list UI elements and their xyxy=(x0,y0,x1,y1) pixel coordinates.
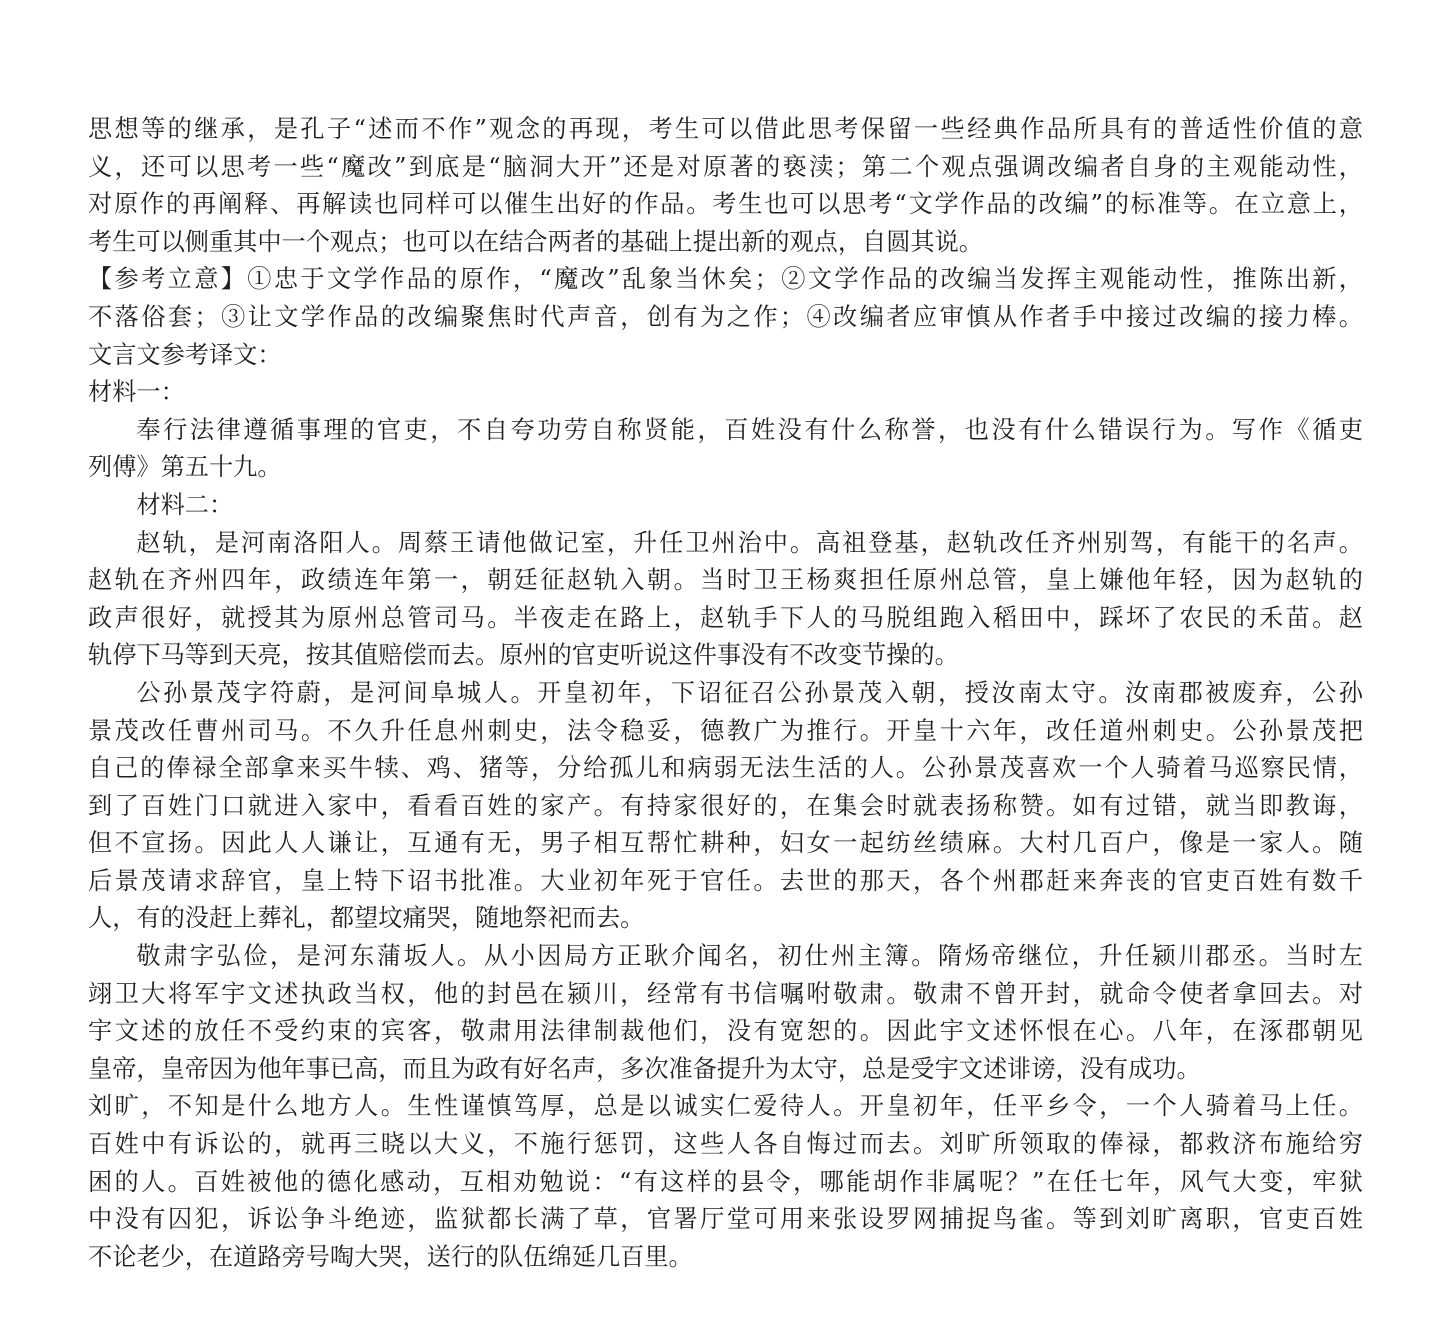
intro-paragraph xyxy=(88,111,1363,261)
text-line: 不论老少，在道路旁号啕大哭，送行的队伍绵延几百里。 xyxy=(88,1242,693,1271)
text-line: 公孙景茂字符蔚，是河间阜城人。开皇初年，下诏征召公孙景茂入朝，授汝南太守。汝南郡被废弃，公孙 xyxy=(136,678,1363,707)
text-line: 到了百姓门口就进入家中，看看百姓的家产。有持家很好的，在集会时就表扬称赞。如有过错，就当即教诲， xyxy=(88,791,1363,820)
text-line: 景茂改任曹州司马。不久升任息州刺史，法令稳妥，德教广为推行。开皇十六年，改任道州刺史。公孙景茂把 xyxy=(88,716,1363,745)
text-line: 赵轨在齐州四年，政绩连年第一，朝廷征赵轨入朝。当时卫王杨爽担任原州总管，皇上嫌他年轻，因为赵轨的 xyxy=(88,566,1363,595)
text-line: 自己的俸禄全部拿来买牛犊、鸡、猪等，分给孤儿和病弱无法生活的人。公孙景茂喜欢一个人骑着马巡察民情， xyxy=(88,754,1363,783)
text-line: 刘旷，不知是什么地方人。生性谨慎笃厚，总是以诚实仁爱待人。开皇初年，任平乡令，一个人骑着马上任。 xyxy=(88,1092,1363,1121)
text-line: 义，还可以思考一些“魔改”到底是“脑洞大开”还是对原著的亵渎；第二个观点强调改编者自身的主观能动性， xyxy=(88,152,1363,181)
reference-paragraph xyxy=(88,261,1363,336)
translation-title: 文言文参考译文： xyxy=(88,340,282,369)
text-line: 奉行法律遵循事理的官吏，不自夸功劳自称贤能，百姓没有什么称誉，也没有什么错误行为。写作《循吏 xyxy=(136,415,1363,444)
text-line: 翊卫大将军宇文述执政当权，他的封邑在颍川，经常有书信嘱咐敬肃。敬肃不曾开封，就命令使者拿回去。对 xyxy=(88,979,1363,1008)
text-line: 后景茂请求辞官，皇上特下诏书批准。大业初年死于官任。去世的那天，各个州郡赶来奔丧的官吏百姓有数千 xyxy=(88,866,1363,895)
text-line: 赵轨，是河南洛阳人。周蔡王请他做记室，升任卫州治中。高祖登基，赵轨改任齐州别驾，有能干的名声。 xyxy=(136,528,1363,557)
zhao-paragraph xyxy=(88,525,1363,675)
text-line: 百姓中有诉讼的，就再三晓以大义，不施行惩罚，这些人各自悔过而去。刘旷所领取的俸禄，都救济布施给穷 xyxy=(88,1130,1363,1159)
document-page xyxy=(88,111,1363,1276)
text-line: 皇帝，皇帝因为他年事已高，而且为政有好名声，多次准备提升为太守，总是受宇文述诽谤，没有成功。 xyxy=(88,1054,1201,1083)
jingsu-paragraph xyxy=(88,938,1363,1088)
text-line: 不落俗套；③让文学作品的改编聚焦时代声音，创有为之作；④改编者应审慎从作者手中接过改编的接力棒。 xyxy=(88,302,1363,331)
liukuang-paragraph xyxy=(88,1088,1363,1276)
text-line: 【参考立意】①忠于文学作品的原作，“魔改”乱象当休矣；②文学作品的改编当发挥主观能动性，推陈出新， xyxy=(88,265,1363,294)
text-line: 列傅》第五十九。 xyxy=(88,453,282,482)
text-line: 敬肃字弘俭，是河东蒲坂人。从小因局方正耿介闻名，初仕州主簿。隋炀帝继位，升任颍川郡丞。当时左 xyxy=(136,942,1363,971)
text-line: 人，有的没赶上葬礼，都望坟痛哭，随地祭祀而去。 xyxy=(88,904,645,933)
text-line: 中没有囚犯，诉讼争斗绝迹，监狱都长满了草，官署厅堂可用来张设罗网捕捉鸟雀。等到刘旷离职，官吏百姓 xyxy=(88,1205,1363,1234)
text-line: 思想等的继承，是孔子“述而不作”观念的再现，考生可以借此思考保留一些经典作品所具有的普适性价值的意 xyxy=(88,115,1363,143)
gongsun-paragraph xyxy=(88,675,1363,938)
material1-paragraph xyxy=(88,412,1363,487)
text-line: 对原作的再阐释、再解读也同样可以催生出好的作品。考生也可以思考“文学作品的改编”的标准等。在立意上， xyxy=(88,190,1363,219)
material2-heading: 材料二： xyxy=(136,490,234,519)
text-line: 困的人。百姓被他的德化感动，互相劝勉说：“有这样的县令，哪能胡作非属呢？”在任七年，风气大变，牢狱 xyxy=(88,1167,1363,1196)
text-line: 政声很好，就授其为原州总管司马。半夜走在路上，赵轨手下人的马脱组跑入稻田中，踩坏了农民的禾苗。赵 xyxy=(88,603,1363,632)
material1-heading: 材料一： xyxy=(88,378,185,407)
text-line: 考生可以侧重其中一个观点；也可以在结合两者的基础上提出新的观点，自圆其说。 xyxy=(88,227,983,256)
text-line: 宇文述的放任不受约束的宾客，敬肃用法律制裁他们，没有宽恕的。因此宇文述怀恨在心。八年，在涿郡朝见 xyxy=(88,1017,1363,1046)
text-line: 但不宣扬。因此人人谦让，互通有无，男子相互帮忙耕种，妇女一起纺丝绩麻。大村几百户，像是一家人。随 xyxy=(88,829,1363,858)
text-line: 轨停下马等到天亮，按其值赔偿而去。原州的官吏听说这件事没有不改变节操的。 xyxy=(88,641,959,670)
